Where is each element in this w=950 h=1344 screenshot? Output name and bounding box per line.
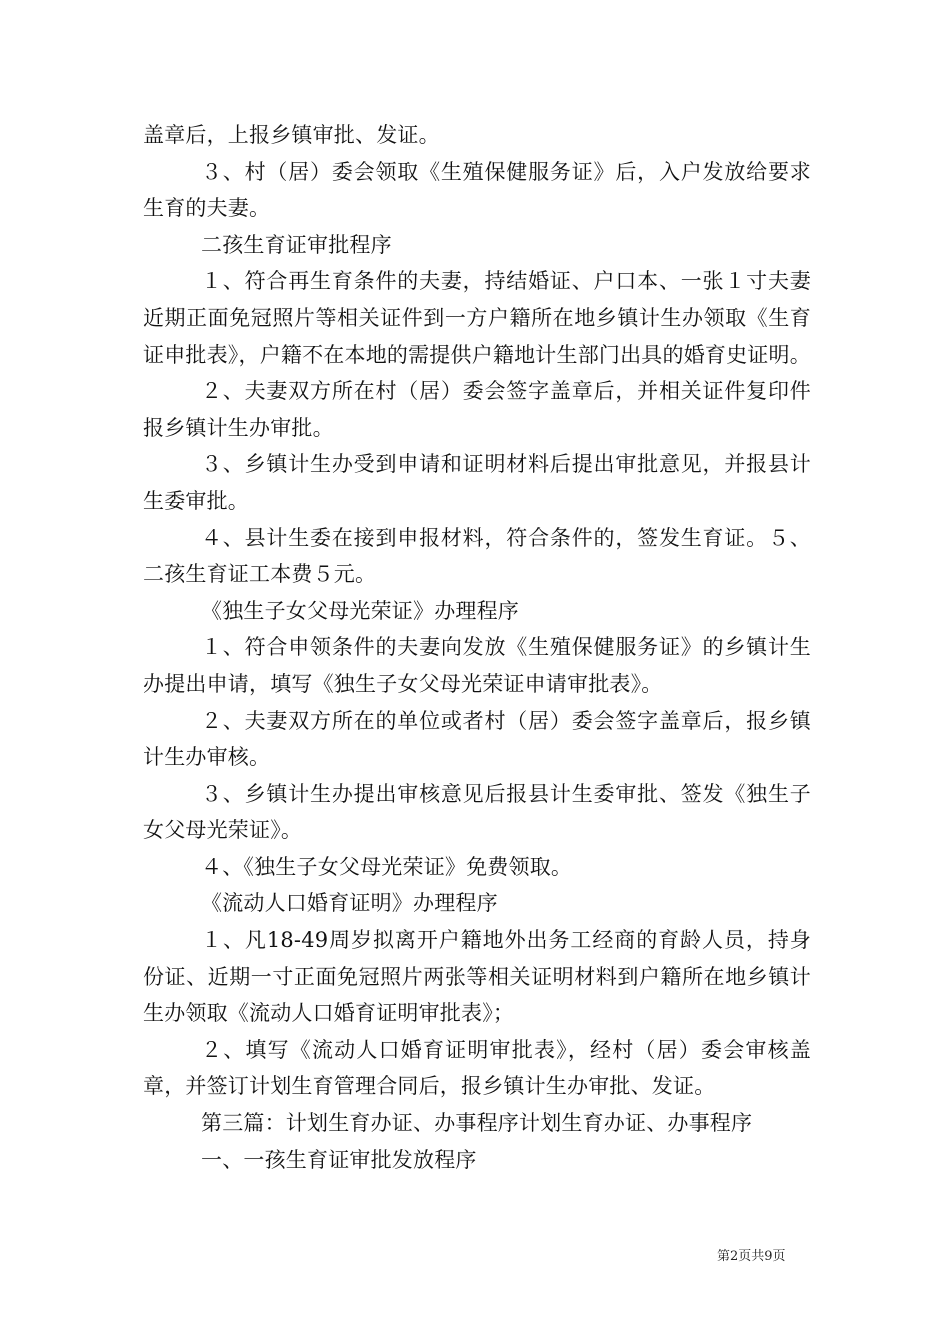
- body-paragraph: ４、县计生委在接到申报材料，符合条件的，签发生育证。５、二孩生育证工本费５元。: [143, 525, 811, 587]
- body-paragraph: 《流动人口婚育证明》办理程序: [201, 891, 498, 916]
- body-paragraph: ３、村（居）委会领取《生殖保健服务证》后，入户发放给要求生育的夫妻。: [143, 159, 811, 221]
- body-paragraph: １、符合再生育条件的夫妻，持结婚证、户口本、一张１寸夫妻近期正面免冠照片等相关证件到一方户籍所在地乡镇计生办领取《生育证申批表》，户籍不在本地的需提供户籍地计生部门出具的婚育史证明。: [143, 269, 811, 367]
- body-paragraph: 一、一孩生育证审批发放程序: [201, 1147, 477, 1172]
- body-paragraph: 二孩生育证审批程序: [201, 232, 392, 257]
- body-paragraph: ２、夫妻双方所在村（居）委会签字盖章后，并相关证件复印件报乡镇计生办审批。: [143, 379, 811, 440]
- body-paragraph: 《独生子女父母光荣证》办理程序: [201, 598, 519, 623]
- body-paragraph: 第三篇：计划生育办证、办事程序计划生育办证、办事程序: [201, 1111, 753, 1136]
- body-paragraph: ３、乡镇计生办受到申请和证明材料后提出审批意见，并报县计生委审批。: [143, 452, 811, 513]
- document-body: [143, 117, 811, 1178]
- body-paragraph: ４、《独生子女父母光荣证》免费领取。: [201, 854, 573, 879]
- body-paragraph: １、符合申领条件的夫妻向发放《生殖保健服务证》的乡镇计生办提出申请，填写《独生子女父母光荣证申请审批表》。: [143, 635, 811, 696]
- body-paragraph: ２、夫妻双方所在的单位或者村（居）委会签字盖章后，报乡镇计生办审核。: [143, 708, 811, 770]
- body-paragraph: 盖章后，上报乡镇审批、发证。: [143, 123, 440, 147]
- body-paragraph: ３、乡镇计生办提出审核意见后报县计生委审批、签发《独生子女父母光荣证》。: [143, 781, 811, 843]
- body-paragraph: １、凡18-49周岁拟离开户籍地外出务工经商的育龄人员，持身份证、近期一寸正面免冠照片两张等相关证明材料到户籍所在地乡镇计生办领取《流动人口婚育证明审批表》；: [143, 928, 811, 1026]
- page-number-footer: 第2页共9页: [717, 1249, 786, 1264]
- body-paragraph: ２、填写《流动人口婚育证明审批表》，经村（居）委会审核盖章，并签订计划生育管理合同后，报乡镇计生办审批、发证。: [143, 1037, 811, 1099]
